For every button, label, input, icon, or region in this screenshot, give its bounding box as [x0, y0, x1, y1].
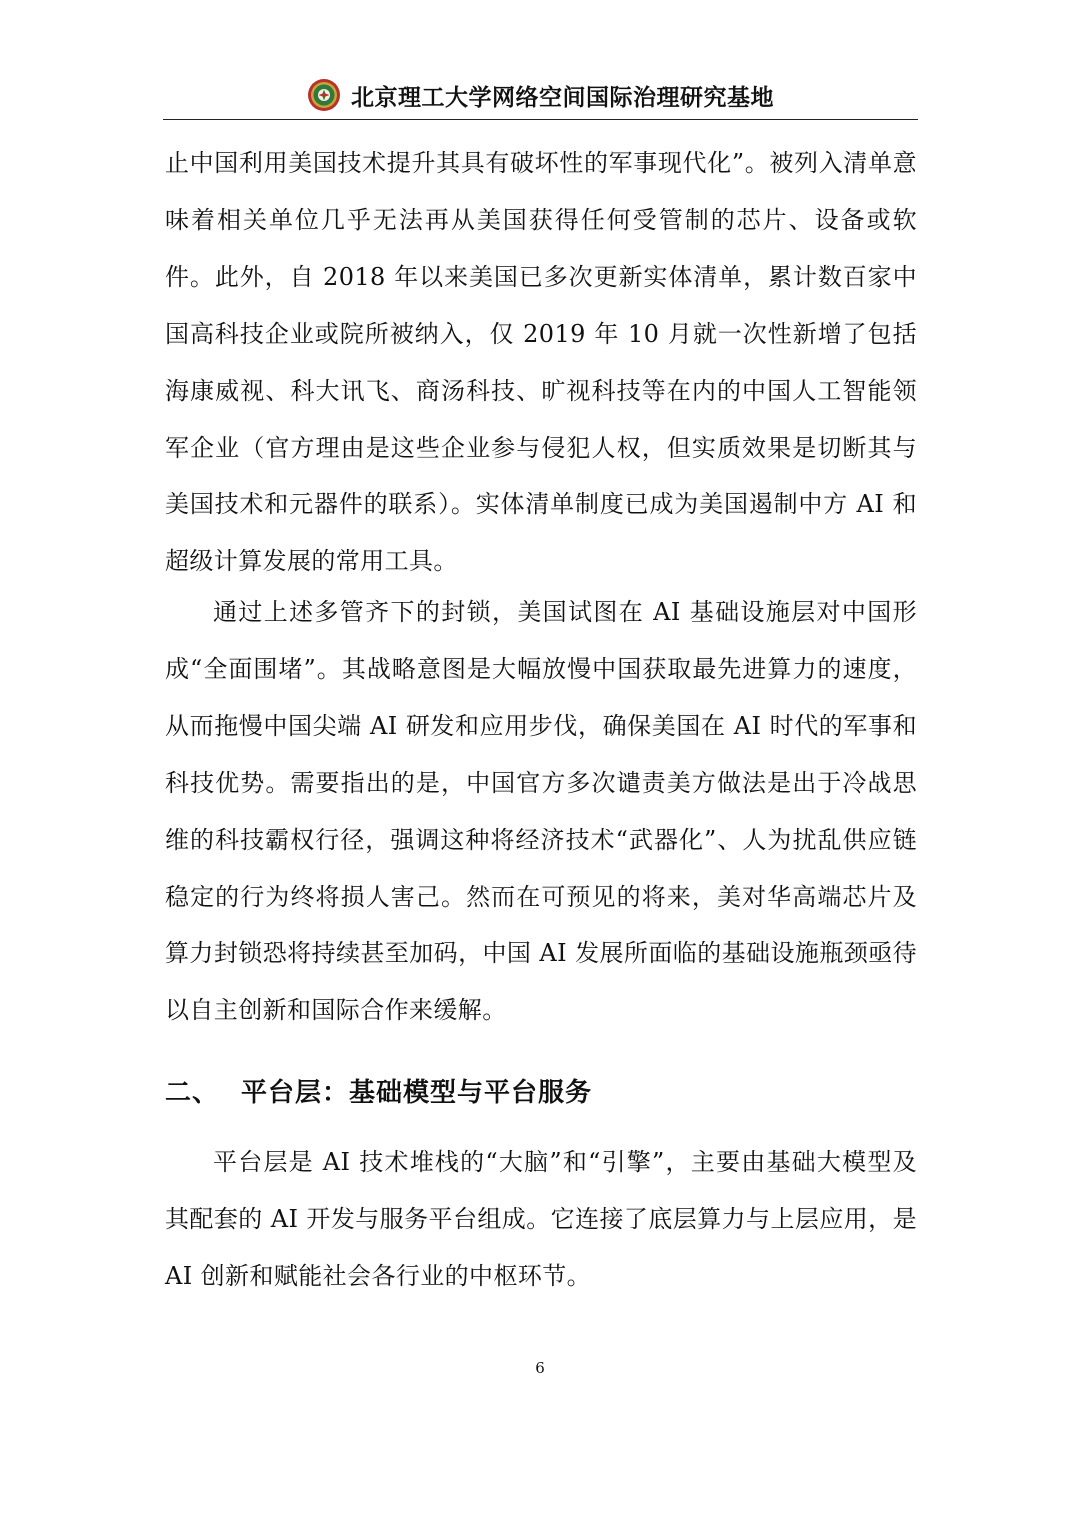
page-number: 6: [535, 1359, 545, 1377]
section-heading: [165, 1062, 917, 1118]
header-divider: [163, 119, 918, 120]
section-title: 平台层：基础模型与平台服务: [241, 1077, 593, 1108]
university-seal-icon: [307, 78, 341, 112]
header-title: 北京理工大学网络空间国际治理研究基地: [351, 84, 774, 111]
body-paragraph-2: 通过上述多管齐下的封锁，美国试图在 AI 基础设施层对中国形成“全面围堵”。其战略意图是大幅放慢中国获取最先进算力的速度，从而拖慢中国尖端 AI 研发和应用步伐，确保美国在 AI 时代的军事和科技优势。需要指出的是，中国官方多次谴责美方做法是出于冷战思维的科技霸权行径，强调这种将经济技术“武器化”、人为扰乱供应链稳定的行为终将损人害己。然而在可预见的将来，美对华高端芯片及算力封锁恐将持续甚至加码，中国 AI 发展所面临的基础设施瓶颈亟待以自主创新和国际合作来缓解。: [165, 598, 917, 1025]
body-paragraph-1: 止中国利用美国技术提升其具有破坏性的军事现代化”。被列入清单意味着相关单位几乎无法再从美国获得任何受管制的芯片、设备或软件。此外，自 2018 年以来美国已多次更新实体清单，累计数百家中国高科技企业或院所被纳入，仅 2019 年 10 月就一次性新增了包括海康威视、科大讯飞、商汤科技、旷视科技等在内的中国人工智能领军企业（官方理由是这些企业参与侵犯人权，但实质效果是切断其与美国技术和元器件的联系）。实体清单制度已成为美国遏制中方 AI 和超级计算发展的常用工具。: [165, 149, 917, 576]
page-header: [163, 72, 918, 118]
section-number: 二、: [165, 1077, 220, 1108]
body-paragraph-3: 平台层是 AI 技术堆栈的“大脑”和“引擎”，主要由基础大模型及其配套的 AI 开发与服务平台组成。它连接了底层算力与上层应用，是 AI 创新和赋能社会各行业的中枢环节。: [165, 1148, 917, 1290]
